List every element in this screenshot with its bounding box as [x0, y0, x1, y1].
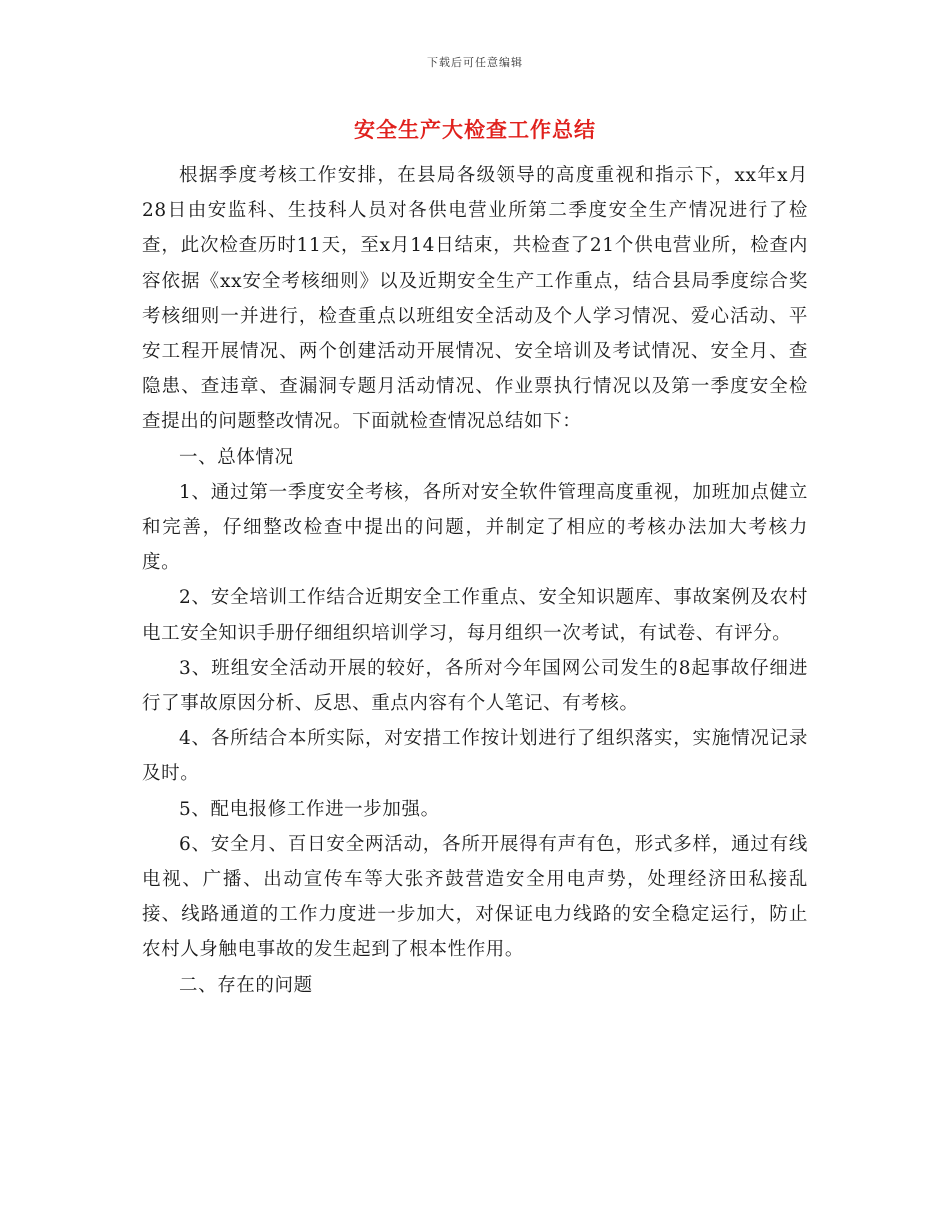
section-heading-problems: 二、存在的问题 [179, 974, 313, 996]
paragraph-item-1: 1、通过第一季度安全考核，各所对安全软件管理高度重视，加班加点健立和完善，仔细整改检查中提出的问题，并制定了相应的考核办法加大考核力度。 [142, 481, 808, 574]
paragraph-item-2: 2、安全培训工作结合近期安全工作重点、安全知识题库、事故案例及农村电工安全知识手册仔细组织培训学习，每月组织一次考试，有试卷、有评分。 [142, 587, 808, 644]
document-title: 安全生产大检查工作总结 [354, 117, 596, 142]
paragraph-item-5: 5、配电报修工作进一步加强。 [179, 798, 440, 820]
paragraph-item-6: 6、安全月、百日安全两活动，各所开展得有声有色，形式多样，通过有线电视、广播、出动宣传车等大张齐鼓营造安全用电声势，处理经济田私接乱接、线路通道的工作力度进一步加大，对保证电力线路的安全稳定运行，防止农村人身触电事故的发生起到了根本性作用。 [142, 833, 808, 961]
page-header-note: 下载后可任意编辑 [427, 56, 523, 69]
paragraph-intro: 根据季度考核工作安排，在县局各级领导的高度重视和指示下，xx年x月28日由安监科、生技科人员对各供电营业所第二季度安全生产情况进行了检查，此次检查历时11天，至x月14日结束，共检查了21个供电营业所，检查内容依据《xx安全考核细则》以及近期安全生产工作重点，结合县局季度综合奖考核细则一并进行，检查重点以班组安全活动及个人学习情况、爱心活动、平安工程开展情况、两个创建活动开展情况、安全培训及考试情况、安全月、查隐患、查违章、查漏洞专题月活动情况、作业票执行情况以及第一季度安全检查提出的问题整改情况。下面就检查情况总结如下： [142, 165, 808, 433]
paragraph-item-3: 3、班组安全活动开展的较好，各所对今年国网公司发生的8起事故仔细进行了事故原因分析、反思、重点内容有个人笔记、有考核。 [142, 657, 808, 715]
document-body [142, 158, 808, 1003]
paragraph-item-4: 4、各所结合本所实际，对安措工作按计划进行了组织落实，实施情况记录及时。 [142, 728, 808, 785]
section-heading-overview: 一、总体情况 [179, 446, 294, 468]
